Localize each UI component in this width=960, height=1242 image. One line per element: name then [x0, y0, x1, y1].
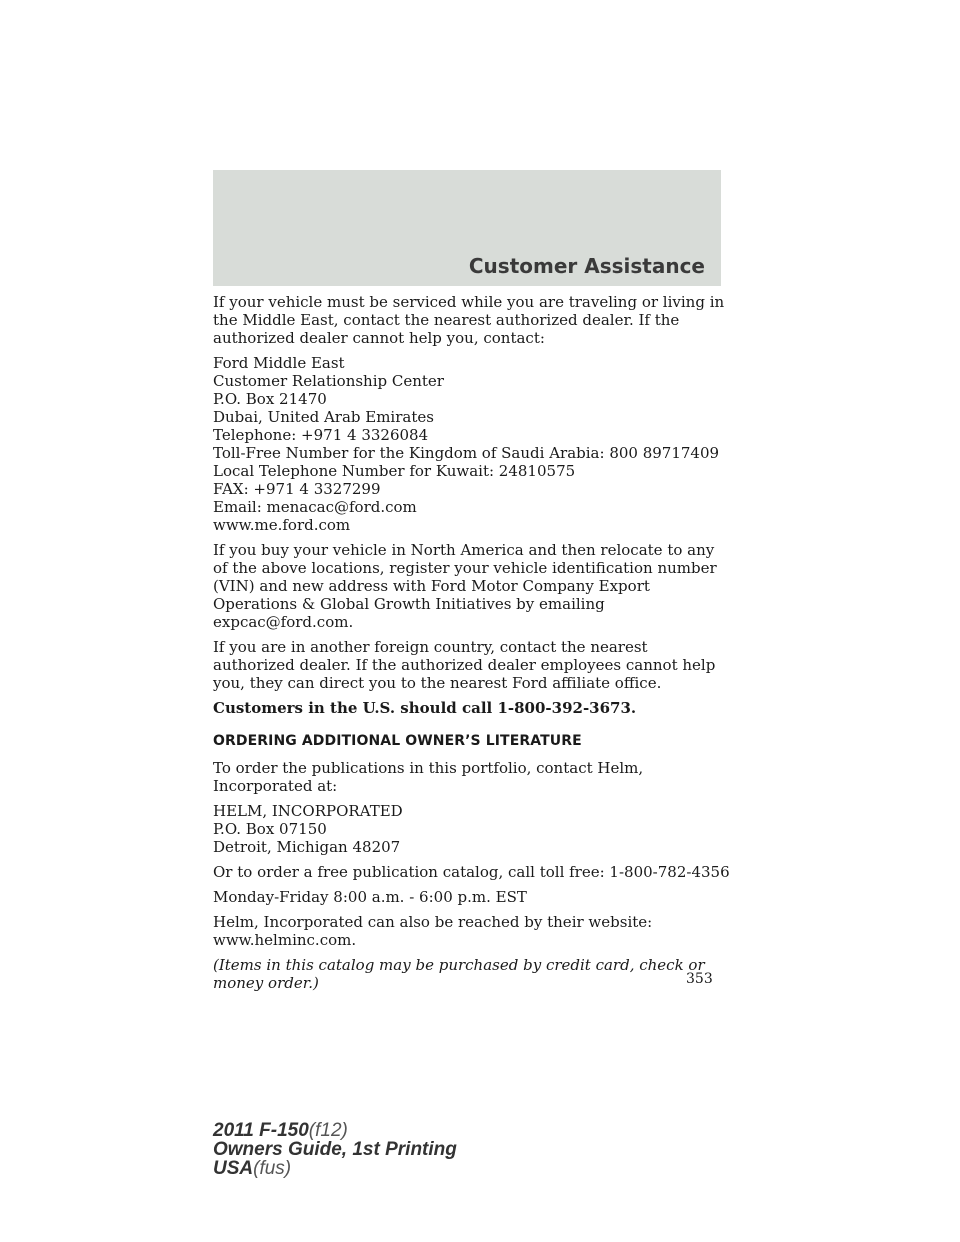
website-paragraph: Helm, Incorporated can also be reached by their website: www.helminc.com. — [213, 913, 653, 949]
page-content — [213, 293, 733, 999]
footer-model-code: (f12) — [308, 1120, 348, 1141]
footer-market: USA — [213, 1158, 254, 1179]
helm-address-block — [213, 802, 733, 856]
footer-line-guide — [213, 1140, 457, 1159]
email-line: Email: menacac@ford.com — [213, 498, 417, 516]
section-title: Customer Assistance — [468, 254, 705, 278]
intro-paragraph: If your vehicle must be serviced while you are traveling or living in the Middle East, contact the nearest authorized dealer. If the authorized dealer cannot help you, contact: — [213, 293, 725, 347]
catalog-line: Or to order a free publication catalog, call toll free: 1-800-782-4356 — [213, 863, 730, 881]
address-line: Dubai, United Arab Emirates — [213, 408, 434, 426]
footer-guide: Owners Guide, 1st Printing — [213, 1139, 457, 1160]
footer-model: 2011 F-150 — [213, 1120, 309, 1141]
address-line: P.O. Box 07150 — [213, 820, 327, 838]
page-number: 353 — [686, 971, 713, 987]
address-line: Ford Middle East — [213, 354, 345, 372]
website-line: www.me.ford.com — [213, 516, 351, 534]
address-line: Detroit, Michigan 48207 — [213, 838, 401, 856]
literature-intro: To order the publications in this portfolio, contact Helm, Incorporated at: — [213, 759, 644, 795]
foreign-country-paragraph: If you are in another foreign country, contact the nearest authorized dealer. If the authorized dealer employees cannot help you, they can direct you to the nearest Ford affiliate office. — [213, 638, 716, 692]
address-line: HELM, INCORPORATED — [213, 802, 403, 820]
footer-line-market — [213, 1159, 457, 1178]
saudi-toll-free-line: Toll-Free Number for the Kingdom of Saudi Arabia: 800 89717409 — [213, 444, 720, 462]
literature-heading: ORDERING ADDITIONAL OWNER’S LITERATURE — [213, 733, 582, 749]
kuwait-telephone-line: Local Telephone Number for Kuwait: 24810575 — [213, 462, 576, 480]
print-footer — [213, 1121, 457, 1178]
payment-note: (Items in this catalog may be purchased by credit card, check or money order.) — [213, 956, 705, 992]
footer-market-code: (fus) — [253, 1158, 292, 1179]
middle-east-address-block — [213, 354, 733, 534]
address-line: Customer Relationship Center — [213, 372, 444, 390]
fax-line: FAX: +971 4 3327299 — [213, 480, 381, 498]
us-customers-line: Customers in the U.S. should call 1-800-392-3673. — [213, 699, 637, 717]
telephone-line: Telephone: +971 4 3326084 — [213, 426, 429, 444]
address-line: P.O. Box 21470 — [213, 390, 327, 408]
relocate-paragraph: If you buy your vehicle in North America and then relocate to any of the above locations, register your vehicle identification number (VIN) and new address with Ford Motor Company Export Operations & Global Growth Initiatives by emailing expcac@ford.com. — [213, 541, 717, 631]
hours-line: Monday-Friday 8:00 a.m. - 6:00 p.m. EST — [213, 888, 527, 906]
section-header-band — [213, 170, 721, 286]
footer-line-model — [213, 1121, 457, 1140]
